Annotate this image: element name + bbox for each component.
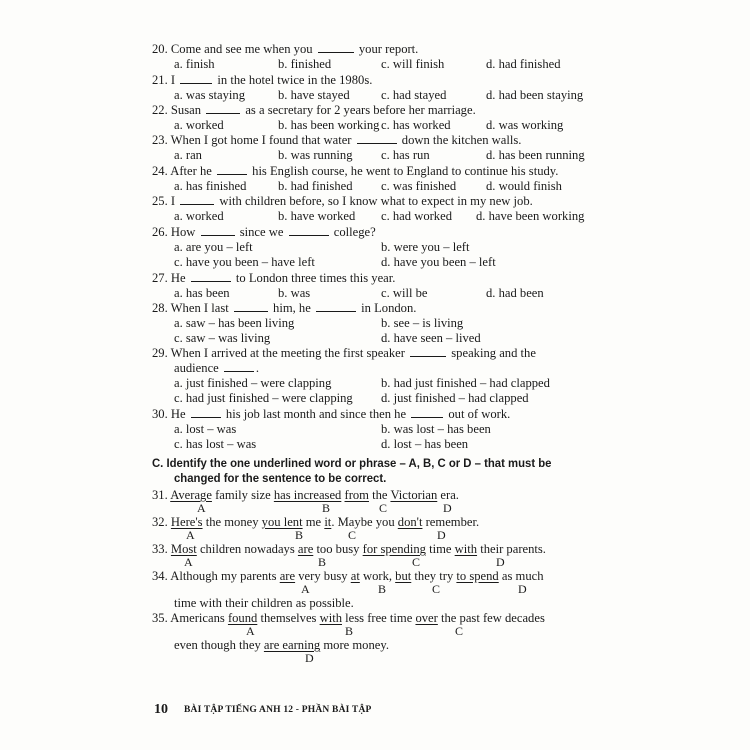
underlined-option-a: Here's — [170, 515, 203, 529]
option-b: b. were you – left — [381, 240, 470, 254]
option-b: b. was lost – has been — [381, 422, 491, 436]
option-d: d. have seen – lived — [381, 331, 481, 345]
option-a: a. just finished – were clapping — [174, 376, 332, 390]
question-34: 34. Although my parents are very busy at work, but they try to spend as much — [152, 569, 544, 583]
option-d: d. lost – has been — [381, 437, 469, 451]
question-35-line-2: even though they are earning more money. — [174, 638, 389, 652]
option-c: c. will finish — [381, 57, 445, 71]
question-number: 30. — [152, 407, 168, 421]
label-c: C — [432, 582, 441, 596]
question-number: 22. — [152, 103, 168, 117]
label-d: D — [518, 582, 527, 596]
underlined-option-c: over — [415, 611, 438, 625]
option-c: c. has lost – was — [174, 437, 257, 451]
question-number: 28. — [152, 301, 168, 315]
label-a: A — [184, 555, 193, 569]
question-21: 21. I in the hotel twice in the 1980s. — [152, 73, 373, 87]
label-c: C — [412, 555, 421, 569]
underlined-option-d: don't — [397, 515, 423, 529]
option-a: a. has finished — [174, 179, 247, 193]
underlined-option-a: found — [227, 611, 258, 625]
question-number: 32. — [152, 515, 168, 529]
option-a: a. worked — [174, 118, 224, 132]
option-b: b. had finished — [278, 179, 353, 193]
underlined-option-a: are — [279, 569, 296, 583]
section-c-heading: C. Identify the one underlined word or phrase – A, B, C or D – that must be — [152, 456, 552, 470]
answer-blank — [224, 370, 254, 372]
option-d: d. has been running — [486, 148, 585, 162]
label-a: A — [246, 624, 255, 638]
question-number: 31. — [152, 488, 168, 502]
answer-blank — [234, 310, 268, 312]
label-b: B — [345, 624, 354, 638]
underlined-option-d: Victorian — [390, 488, 438, 502]
underlined-option-b: you lent — [261, 515, 303, 529]
option-a: a. lost – was — [174, 422, 237, 436]
option-d: d. would finish — [486, 179, 562, 193]
underlined-option-b: with — [319, 611, 342, 625]
question-23: 23. When I got home I found that water down the kitchen walls. — [152, 133, 522, 147]
underlined-option-b: at — [350, 569, 360, 583]
question-26: 26. How since we college? — [152, 225, 376, 239]
option-a: a. has been — [174, 286, 230, 300]
option-a: a. worked — [174, 209, 224, 223]
question-number: 29. — [152, 346, 168, 360]
question-29-line-2: audience . — [174, 361, 260, 375]
underlined-option-c: but — [395, 569, 412, 583]
question-27: 27. He to London three times this year. — [152, 271, 396, 285]
answer-blank — [289, 234, 329, 236]
label-a: A — [186, 528, 195, 542]
underlined-option-d: to spend — [456, 569, 499, 583]
label-d: D — [305, 651, 314, 665]
label-a: A — [301, 582, 310, 596]
answer-blank — [411, 416, 443, 418]
book-title: BÀI TẬP TIẾNG ANH 12 - PHẦN BÀI TẬP — [184, 705, 372, 715]
option-a: a. ran — [174, 148, 202, 162]
answer-blank — [217, 173, 247, 175]
question-number: 35. — [152, 611, 168, 625]
label-c: C — [455, 624, 464, 638]
option-b: b. have stayed — [278, 88, 350, 102]
question-20: 20. Come and see me when you your report. — [152, 42, 419, 56]
label-a: A — [197, 501, 206, 515]
question-number: 23. — [152, 133, 168, 147]
question-number: 33. — [152, 542, 168, 556]
answer-blank — [357, 142, 397, 144]
question-number: 21. — [152, 73, 168, 87]
question-number: 20. — [152, 42, 168, 56]
answer-blank — [201, 234, 235, 236]
underlined-option-d: with — [454, 542, 478, 556]
option-d: d. had been — [486, 286, 544, 300]
question-24: 24. After he his English course, he went to England to continue his study. — [152, 164, 559, 178]
question-number: 24. — [152, 164, 168, 178]
underlined-option-b: are — [297, 542, 314, 556]
question-number: 25. — [152, 194, 168, 208]
page-number: 10 — [154, 702, 168, 717]
label-b: B — [378, 582, 387, 596]
answer-blank — [410, 355, 446, 357]
option-c: c. has run — [381, 148, 430, 162]
label-b: B — [318, 555, 327, 569]
question-number: 27. — [152, 271, 168, 285]
answer-blank — [191, 280, 231, 282]
answer-blank — [318, 51, 354, 53]
question-22: 22. Susan as a secretary for 2 years before her marriage. — [152, 103, 476, 117]
option-c: c. has worked — [381, 118, 451, 132]
question-33: 33. Most children nowadays are too busy for spending time with their parents. — [152, 542, 546, 556]
option-a: a. finish — [174, 57, 215, 71]
label-d: D — [443, 501, 452, 515]
option-b: b. see – is living — [381, 316, 464, 330]
question-number: 34. — [152, 569, 168, 583]
question-28: 28. When I last him, he in London. — [152, 301, 417, 315]
option-b: b. had just finished – had clapped — [381, 376, 550, 390]
question-35: 35. Americans found themselves with less free time over the past few decades — [152, 611, 545, 625]
option-c: c. was finished — [381, 179, 457, 193]
answer-blank — [191, 416, 221, 418]
question-32: 32. Here's the money you lent me it. Maybe you don't remember. — [152, 515, 480, 529]
underlined-option-d: are earning — [263, 638, 321, 652]
option-c: c. have you been – have left — [174, 255, 315, 269]
option-b: b. was running — [278, 148, 353, 162]
option-d: d. have you been – left — [381, 255, 496, 269]
underlined-option-b: has increased — [273, 488, 342, 502]
option-d: d. had finished — [486, 57, 561, 71]
answer-blank — [316, 310, 356, 312]
question-34-line-2: time with their children as possible. — [174, 596, 354, 610]
option-c: c. had just finished – were clapping — [174, 391, 353, 405]
option-c: c. had stayed — [381, 88, 447, 102]
option-c: c. saw – was living — [174, 331, 271, 345]
option-c: c. will be — [381, 286, 428, 300]
option-d: d. was working — [486, 118, 564, 132]
underlined-option-c: from — [344, 488, 369, 502]
option-d: d. just finished – had clapped — [381, 391, 529, 405]
label-b: B — [295, 528, 304, 542]
answer-blank — [180, 82, 212, 84]
section-c-heading-line-2: changed for the sentence to be correct. — [174, 471, 387, 485]
option-c: c. had worked — [381, 209, 452, 223]
option-d: d. had been staying — [486, 88, 584, 102]
option-b: b. have worked — [278, 209, 356, 223]
label-c: C — [379, 501, 388, 515]
option-a: a. are you – left — [174, 240, 253, 254]
option-b: b. finished — [278, 57, 332, 71]
label-c: C — [348, 528, 357, 542]
question-25: 25. I with children before, so I know what to expect in my new job. — [152, 194, 533, 208]
question-29: 29. When I arrived at the meeting the first speaker speaking and the — [152, 346, 536, 360]
answer-blank — [206, 112, 240, 114]
underlined-option-c: for spending — [362, 542, 426, 556]
option-b: b. has been working — [278, 118, 380, 132]
underlined-option-a: Average — [170, 488, 212, 502]
label-d: D — [496, 555, 505, 569]
option-a: a. saw – has been living — [174, 316, 295, 330]
option-d: d. have been working — [476, 209, 585, 223]
underlined-option-c: it — [324, 515, 332, 529]
underlined-option-a: Most — [170, 542, 197, 556]
label-b: B — [322, 501, 331, 515]
answer-blank — [180, 203, 214, 205]
label-d: D — [437, 528, 446, 542]
option-a: a. was staying — [174, 88, 245, 102]
question-31: 31. Average family size has increased from the Victorian era. — [152, 488, 459, 502]
question-number: 26. — [152, 225, 168, 239]
option-b: b. was — [278, 286, 311, 300]
question-30: 30. He his job last month and since then he out of work. — [152, 407, 511, 421]
